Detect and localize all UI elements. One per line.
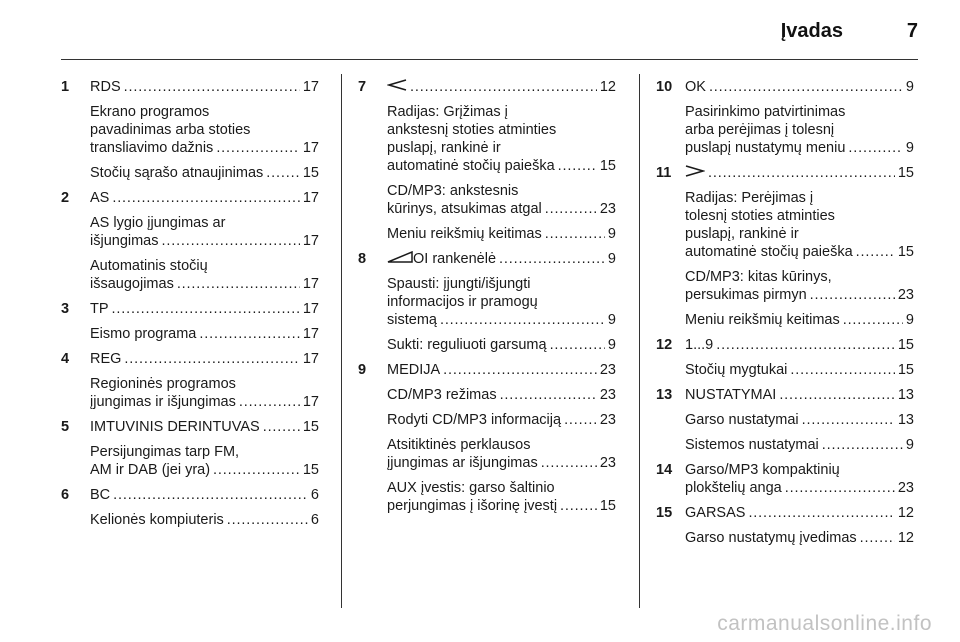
entry-text: RDS xyxy=(90,79,121,95)
sub-entry xyxy=(685,268,914,304)
entry-text: ankstesnį stoties atminties xyxy=(387,122,557,138)
toc-line xyxy=(685,139,914,157)
entry-text: BC xyxy=(90,487,111,503)
sub-entry xyxy=(387,336,616,354)
toc-line xyxy=(685,243,914,261)
toc-line xyxy=(90,461,319,479)
entry-number: 1 xyxy=(61,79,70,95)
sub-entry xyxy=(685,436,914,454)
entry-text: IMTUVINIS DERINTUVAS xyxy=(90,419,260,435)
toc-line xyxy=(90,275,319,293)
page-ref: 13 xyxy=(897,387,914,403)
section-title: Įvadas xyxy=(780,20,843,42)
dot-leader xyxy=(410,78,597,96)
sub-entry xyxy=(90,257,319,293)
sub-entry xyxy=(685,189,914,261)
index-entry xyxy=(61,418,319,479)
dot-leader xyxy=(790,361,895,379)
dot-leader xyxy=(213,461,300,479)
dot-leader xyxy=(709,78,903,96)
dot-leader xyxy=(779,386,895,404)
entry-number: 4 xyxy=(61,351,70,367)
dot-leader xyxy=(263,418,300,436)
toc-line xyxy=(387,78,616,96)
sub-entry xyxy=(90,511,319,529)
toc-line xyxy=(685,436,914,454)
entry-text: GARSAS xyxy=(685,505,746,521)
entry-text: puslapį, rankinė ir xyxy=(685,226,799,242)
toc-line xyxy=(685,336,914,354)
toc-line xyxy=(685,286,914,304)
entry-text: Stočių sąrašo atnaujinimas xyxy=(90,165,264,181)
index-column-2 xyxy=(358,78,616,522)
page-ref: 17 xyxy=(302,276,319,292)
header-rule xyxy=(61,59,918,60)
page-ref: 9 xyxy=(607,251,616,267)
dot-leader xyxy=(748,504,894,522)
page-ref: 23 xyxy=(897,480,914,496)
page-ref: 17 xyxy=(302,351,319,367)
toc-line xyxy=(387,225,616,243)
page-ref: 9 xyxy=(905,437,914,453)
sub-entry xyxy=(387,225,616,243)
sub-entry xyxy=(387,479,616,515)
index-entry xyxy=(656,336,914,379)
entry-text: transliavimo dažnis xyxy=(90,140,214,156)
entry-text: Radijas: Grįžimas į xyxy=(387,104,508,120)
toc-line xyxy=(387,411,616,429)
entry-text: Meniu reikšmių keitimas xyxy=(387,226,542,242)
column-divider xyxy=(341,74,342,608)
toc-line xyxy=(685,361,914,379)
toc-line xyxy=(90,350,319,368)
entry-text: puslapį, rankinė ir xyxy=(387,140,501,156)
dot-leader xyxy=(545,200,597,218)
sub-entry xyxy=(387,182,616,218)
entry-text: išjungimas xyxy=(90,233,159,249)
entry-text: Pasirinkimo patvirtinimas xyxy=(685,104,846,120)
index-column-3 xyxy=(656,78,914,554)
entry-number: 15 xyxy=(656,505,673,521)
entry-text: plokštelių anga xyxy=(685,480,782,496)
entry-text: TP xyxy=(90,301,109,317)
index-entry xyxy=(656,78,914,157)
page-ref: 17 xyxy=(302,233,319,249)
entry-text: Automatinis stočių xyxy=(90,258,208,274)
toc-line xyxy=(387,361,616,379)
sub-entry xyxy=(90,375,319,411)
toc-line xyxy=(685,411,914,429)
entry-text: Rodyti CD/MP3 informaciją xyxy=(387,412,562,428)
toc-line xyxy=(90,486,319,504)
entry-number: 8 xyxy=(358,251,367,267)
page-ref: 23 xyxy=(599,201,616,217)
index-entry xyxy=(358,361,616,515)
index-entry xyxy=(61,350,319,411)
sub-entry xyxy=(387,411,616,429)
entry-text: Garso/MP3 kompaktinių xyxy=(685,462,840,478)
page-ref: 15 xyxy=(599,498,616,514)
entry-text: perjungimas į išorinę įvestį xyxy=(387,498,558,514)
page-ref: 15 xyxy=(897,165,914,181)
entry-text: Kelionės kompiuteris xyxy=(90,512,224,528)
dot-leader xyxy=(199,325,299,343)
toc-line xyxy=(387,336,616,354)
toc-line xyxy=(387,386,616,404)
sub-entry xyxy=(387,436,616,472)
page-ref: 17 xyxy=(302,301,319,317)
entry-text: REG xyxy=(90,351,122,367)
toc-line xyxy=(387,454,616,472)
dot-leader xyxy=(550,336,605,354)
sub-entry xyxy=(387,386,616,404)
dot-leader xyxy=(708,164,895,182)
page-ref: 12 xyxy=(897,505,914,521)
page-ref: 9 xyxy=(607,226,616,242)
toc-line xyxy=(685,386,914,404)
entry-text: informacijos ir pramogų xyxy=(387,294,538,310)
page-ref: 23 xyxy=(599,387,616,403)
entry-number: 7 xyxy=(358,79,367,95)
sub-entry xyxy=(90,443,319,479)
dot-leader xyxy=(499,250,605,268)
dot-leader xyxy=(822,436,903,454)
dot-leader xyxy=(541,454,597,472)
seek-back-icon xyxy=(387,78,407,96)
toc-line xyxy=(685,164,914,182)
dot-leader xyxy=(239,393,300,411)
dot-leader xyxy=(860,529,895,547)
entry-text: išsaugojimas xyxy=(90,276,174,292)
entry-text: sistemą xyxy=(387,312,437,328)
toc-line xyxy=(387,250,616,268)
entry-number: 9 xyxy=(358,362,367,378)
entry-text: pavadinimas arba stoties xyxy=(90,122,251,138)
sub-entry xyxy=(685,361,914,379)
entry-text: Atsitiktinės perklausos xyxy=(387,437,531,453)
entry-number: 2 xyxy=(61,190,70,206)
dot-leader xyxy=(810,286,895,304)
page-ref: 9 xyxy=(905,79,914,95)
watermark: carmanualsonline.info xyxy=(717,612,932,635)
dot-leader xyxy=(843,311,903,329)
toc-line xyxy=(90,189,319,207)
sub-entry xyxy=(90,214,319,250)
entry-number: 5 xyxy=(61,419,70,435)
entry-text: puslapį nustatymų meniu xyxy=(685,140,846,156)
page-ref: 23 xyxy=(599,362,616,378)
page-ref: 13 xyxy=(897,412,914,428)
toc-line xyxy=(90,325,319,343)
index-entry xyxy=(61,189,319,293)
entry-text: automatinė stočių paieška xyxy=(685,244,853,260)
entry-text: Ekrano programos xyxy=(90,104,210,120)
dot-leader xyxy=(558,157,597,175)
dot-leader xyxy=(848,139,903,157)
toc-line xyxy=(90,139,319,157)
entry-text: AS lygio įjungimas ar xyxy=(90,215,226,231)
entry-text: Sukti: reguliuoti garsumą xyxy=(387,337,547,353)
toc-line xyxy=(387,157,616,175)
entry-text: Garso nustatymai xyxy=(685,412,799,428)
sub-entry xyxy=(685,103,914,157)
sub-entry xyxy=(685,411,914,429)
page-ref: 9 xyxy=(905,312,914,328)
entry-text: Spausti: įjungti/išjungti xyxy=(387,276,531,292)
sub-entry xyxy=(685,311,914,329)
dot-leader xyxy=(500,386,597,404)
entry-text: CD/MP3: kitas kūrinys, xyxy=(685,269,832,285)
toc-line xyxy=(387,311,616,329)
index-entry xyxy=(656,461,914,497)
page-ref: 15 xyxy=(302,165,319,181)
page-ref: 17 xyxy=(302,326,319,342)
sub-entry xyxy=(90,164,319,182)
toc-line xyxy=(90,300,319,318)
dot-leader xyxy=(124,78,300,96)
page-ref: 6 xyxy=(310,512,319,528)
entry-text: Meniu reikšmių keitimas xyxy=(685,312,840,328)
page-ref: 12 xyxy=(599,79,616,95)
dot-leader xyxy=(112,300,300,318)
entry-text: AS xyxy=(90,190,110,206)
index-entry xyxy=(656,386,914,454)
page-ref: 17 xyxy=(302,190,319,206)
entry-number: 6 xyxy=(61,487,70,503)
seek-forward-icon xyxy=(685,164,705,182)
dot-leader xyxy=(177,275,300,293)
index-entry xyxy=(358,250,616,354)
entry-text: MEDIJA xyxy=(387,362,441,378)
toc-line xyxy=(387,497,616,515)
page-header xyxy=(0,0,960,60)
entry-text: AM ir DAB (jei yra) xyxy=(90,462,211,478)
dot-leader xyxy=(266,164,300,182)
entry-number: 11 xyxy=(656,165,672,181)
page-ref: 6 xyxy=(310,487,319,503)
page-ref: 23 xyxy=(599,455,616,471)
page-ref: 15 xyxy=(302,419,319,435)
dot-leader xyxy=(124,350,299,368)
dot-leader xyxy=(113,486,308,504)
toc-line xyxy=(90,164,319,182)
index-entry xyxy=(61,78,319,182)
page-ref: 17 xyxy=(302,79,319,95)
entry-number: 13 xyxy=(656,387,673,403)
entry-number: 12 xyxy=(656,337,673,353)
index-entry xyxy=(656,504,914,547)
page-ref: 9 xyxy=(607,337,616,353)
dot-leader xyxy=(785,479,895,497)
sub-entry xyxy=(387,275,616,329)
entry-text: 1...9 xyxy=(685,337,714,353)
entry-text: Sistemos nustatymai xyxy=(685,437,819,453)
entry-text: CD/MP3 režimas xyxy=(387,387,497,403)
page-ref: 9 xyxy=(607,312,616,328)
entry-text: Stočių mygtukai xyxy=(685,362,788,378)
entry-text: Persijungimas tarp FM, xyxy=(90,444,240,460)
entry-text: AUX įvestis: garso šaltinio xyxy=(387,480,555,496)
entry-number: 10 xyxy=(656,79,673,95)
dot-leader xyxy=(856,243,895,261)
toc-line xyxy=(90,418,319,436)
entry-text: kūrinys, atsukimas atgal xyxy=(387,201,542,217)
entry-number: 14 xyxy=(656,462,673,478)
entry-text: persukimas pirmyn xyxy=(685,287,807,303)
entry-text: NUSTATYMAI xyxy=(685,387,777,403)
entry-text: įjungimas ir išjungimas xyxy=(90,394,236,410)
page-ref: 15 xyxy=(302,462,319,478)
dot-leader xyxy=(162,232,300,250)
page-ref: 17 xyxy=(302,394,319,410)
entry-number: 3 xyxy=(61,301,70,317)
entry-text: OI rankenėlė xyxy=(413,251,497,267)
page-ref: 15 xyxy=(599,158,616,174)
page-ref: 15 xyxy=(897,244,914,260)
page-ref: 23 xyxy=(599,412,616,428)
toc-line xyxy=(685,311,914,329)
dot-leader xyxy=(227,511,308,529)
entry-text: Garso nustatymų įvedimas xyxy=(685,530,857,546)
entry-text: Eismo programa xyxy=(90,326,197,342)
sub-entry xyxy=(685,529,914,547)
column-divider xyxy=(639,74,640,608)
index-entry xyxy=(358,78,616,243)
index-entry xyxy=(656,164,914,329)
toc-line xyxy=(90,393,319,411)
entry-text: OK xyxy=(685,79,706,95)
page-ref: 23 xyxy=(897,287,914,303)
toc-line xyxy=(685,504,914,522)
toc-line xyxy=(685,529,914,547)
sub-entry xyxy=(387,103,616,175)
entry-text: CD/MP3: ankstesnis xyxy=(387,183,519,199)
sub-entry xyxy=(90,325,319,343)
page-ref: 15 xyxy=(897,337,914,353)
page-ref: 15 xyxy=(897,362,914,378)
page-ref: 9 xyxy=(905,140,914,156)
toc-line xyxy=(90,511,319,529)
dot-leader xyxy=(440,311,605,329)
toc-line xyxy=(90,232,319,250)
entry-text: automatinė stočių paieška xyxy=(387,158,555,174)
dot-leader xyxy=(443,361,597,379)
dot-leader xyxy=(560,497,597,515)
dot-leader xyxy=(716,336,895,354)
index-column-1 xyxy=(61,78,319,536)
page-ref: 12 xyxy=(897,530,914,546)
entry-text: Regioninės programos xyxy=(90,376,236,392)
entry-text: arba perėjimas į tolesnį xyxy=(685,122,835,138)
index-entry xyxy=(61,300,319,343)
dot-leader xyxy=(564,411,597,429)
entry-text: Radijas: Perėjimas į xyxy=(685,190,814,206)
dot-leader xyxy=(216,139,300,157)
dot-leader xyxy=(112,189,300,207)
toc-line xyxy=(685,479,914,497)
toc-line xyxy=(387,200,616,218)
entry-text: įjungimas ar išjungimas xyxy=(387,455,538,471)
sub-entry xyxy=(90,103,319,157)
dot-leader xyxy=(545,225,605,243)
entry-text: tolesnį stoties atminties xyxy=(685,208,835,224)
toc-line xyxy=(685,78,914,96)
index-entry xyxy=(61,486,319,529)
dot-leader xyxy=(802,411,895,429)
volume-icon xyxy=(387,250,413,268)
toc-line xyxy=(90,78,319,96)
page-ref: 17 xyxy=(302,140,319,156)
page-number: 7 xyxy=(906,20,918,42)
